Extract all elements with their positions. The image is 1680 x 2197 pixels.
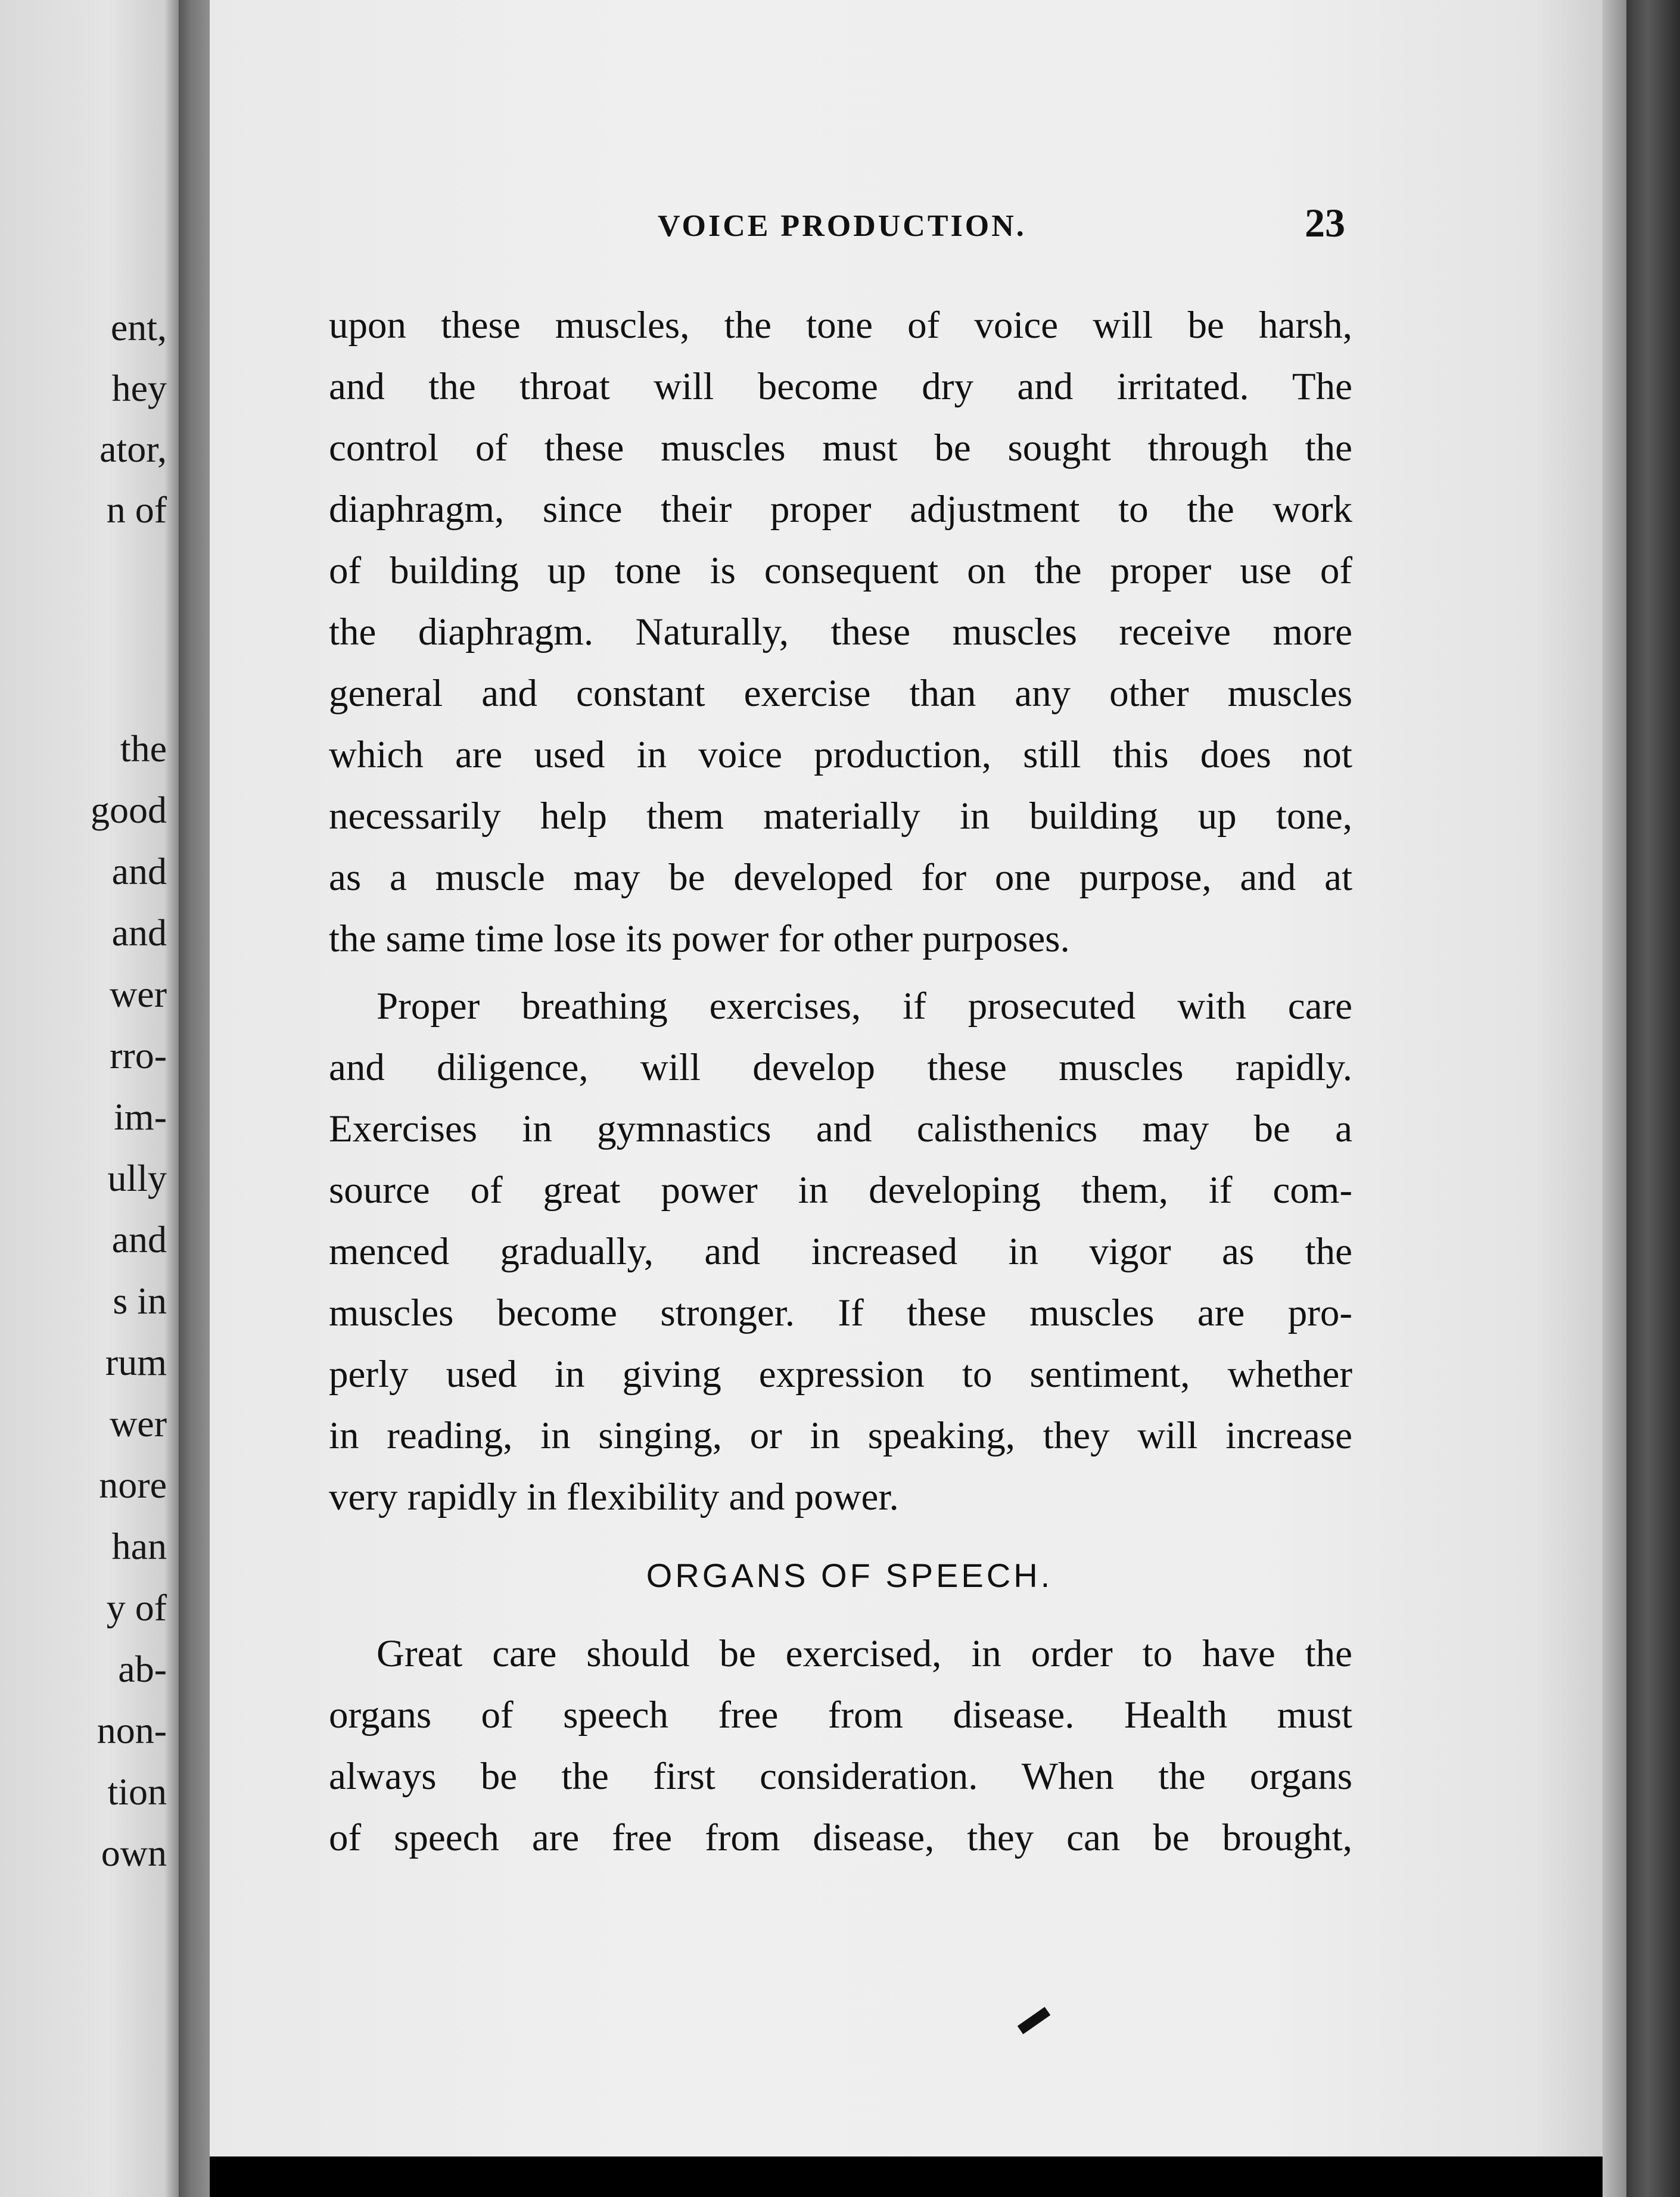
text-line: perly used in giving expression to sentiment, whether <box>329 1353 1352 1396</box>
text-line: always be the first consideration. When the organs <box>329 1755 1352 1798</box>
text-line: the same time lose its power for other purposes. <box>329 917 1070 960</box>
left-fragment: rum <box>105 1341 167 1383</box>
paragraph-2 <box>329 976 1352 1528</box>
left-fragment: rro- <box>110 1034 167 1076</box>
running-head: VOICE PRODUCTION. <box>658 209 1026 243</box>
left-fragment: n of <box>106 488 167 531</box>
text-line: diaphragm, since their proper adjustment to the work <box>329 488 1352 531</box>
left-fragment: and <box>111 850 167 892</box>
text-line: Exercises in gymnastics and calisthenics may be a <box>329 1107 1352 1150</box>
paragraph-1 <box>329 295 1352 970</box>
text-line: as a muscle may be developed for one purpose, and at <box>329 856 1352 899</box>
text-line: of building up tone is consequent on the proper use of <box>329 549 1352 592</box>
text-line: Great care should be exercised, in order to have the <box>377 1632 1352 1675</box>
page-number: 23 <box>1305 200 1345 245</box>
text-line: organs of speech free from disease. Health must <box>329 1694 1352 1737</box>
text-line: necessarily help them materially in building up tone, <box>329 795 1352 838</box>
left-fragment: ab- <box>118 1648 167 1690</box>
left-fragment: and <box>111 911 167 954</box>
page-header <box>210 200 1603 250</box>
left-fragment: good <box>91 789 167 831</box>
left-fragment: s in <box>113 1280 167 1322</box>
page-edge <box>1603 0 1626 2197</box>
text-line: of speech are free from disease, they can be brought, <box>329 1816 1352 1859</box>
left-fragment: nore <box>99 1464 167 1506</box>
ink-mark: ▬ <box>1006 1991 1055 2041</box>
text-line: the diaphragm. Naturally, these muscles receive more <box>329 611 1352 654</box>
text-line: upon these muscles, the tone of voice will be harsh, <box>329 304 1352 347</box>
text-line: source of great power in developing them, if com- <box>329 1169 1352 1212</box>
left-fragment: the <box>120 727 167 770</box>
paragraph-3 <box>329 1623 1352 1869</box>
left-fragment: y of <box>106 1586 167 1629</box>
facing-left-page <box>0 0 179 2197</box>
text-line: very rapidly in flexibility and power. <box>329 1476 899 1518</box>
left-fragment: wer <box>110 973 167 1015</box>
left-fragment: im- <box>114 1096 167 1138</box>
left-fragment: tion <box>107 1770 167 1813</box>
text-line: Proper breathing exercises, if prosecuted with care <box>377 985 1352 1028</box>
scan-border <box>210 2156 1603 2197</box>
text-line: muscles become stronger. If these muscles are pro- <box>329 1292 1352 1334</box>
text-line: general and constant exercise than any other muscles <box>329 672 1352 715</box>
main-page <box>210 0 1603 2197</box>
left-fragment: and <box>111 1218 167 1261</box>
text-line: in reading, in singing, or in speaking, they will increase <box>329 1414 1352 1457</box>
book-gutter <box>179 0 210 2197</box>
section-heading: ORGANS OF SPEECH. <box>646 1557 1053 1594</box>
left-fragment: wer <box>110 1402 167 1445</box>
text-line: which are used in voice production, still this does not <box>329 733 1352 776</box>
text-line: menced gradually, and increased in vigor as the <box>329 1230 1352 1273</box>
left-fragment: hey <box>111 367 167 409</box>
body-text <box>329 295 1352 1869</box>
left-fragment: non- <box>97 1709 167 1751</box>
left-fragment: ent, <box>110 306 167 348</box>
text-line: and the throat will become dry and irritated. The <box>329 365 1352 408</box>
left-fragment: han <box>111 1525 167 1567</box>
text-line: control of these muscles must be sought through the <box>329 427 1352 469</box>
left-fragment: own <box>101 1832 167 1874</box>
left-fragment: ator, <box>99 428 167 470</box>
book-edge <box>1626 0 1680 2197</box>
text-line: and diligence, will develop these muscles rapidly. <box>329 1046 1352 1089</box>
left-fragment: ully <box>107 1157 167 1199</box>
